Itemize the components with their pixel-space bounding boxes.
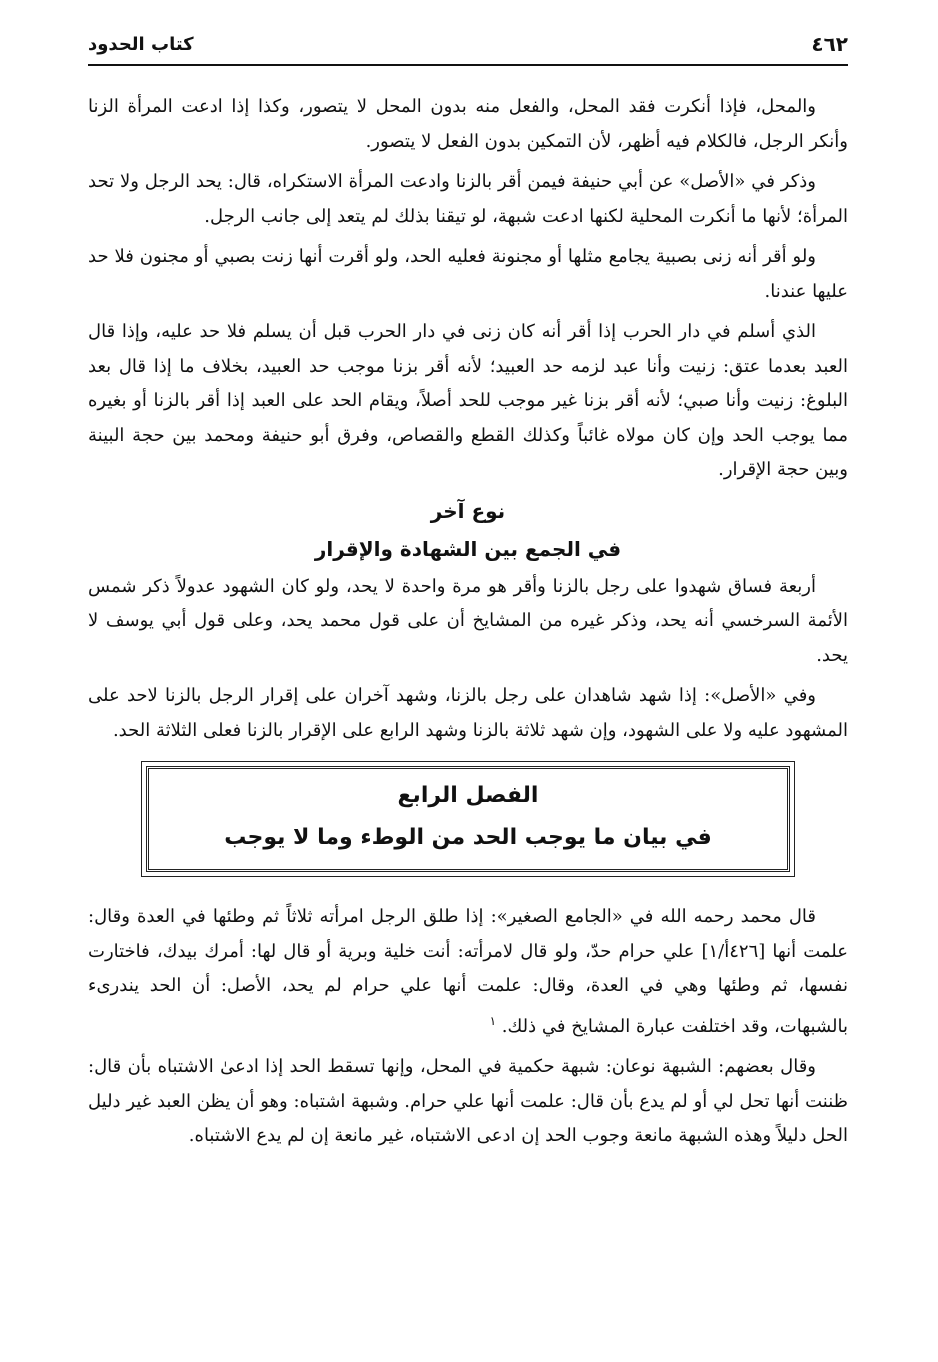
paragraph xyxy=(88,900,848,1044)
section-subtitle: في الجمع بين الشهادة والإقرار xyxy=(314,536,622,561)
section-title: نوع آخر xyxy=(430,498,506,523)
paragraph: وفي «الأصل»: إذا شهد شاهدان على رجل بالزنا، وشهد آخران على إقرار الرجل بالزنا لاحد على المشهود عليه ولا على الشهود، وإن شهد ثلاثة بالزنا وشهد الرابع على الإقرار بالزنا فعلى الثلاثة الحد. xyxy=(88,685,848,741)
paragraph: أربعة فساق شهدوا على رجل بالزنا وأقر هو مرة واحدة لا يحد، ولو كان الشهود عدولاً ذكر شمس الأئمة السرخسي أنه يحد، وذكر غيره من المشايخ أن على قول محمد يحد، وعلى قول أبي يوسف لا يحد. xyxy=(88,575,848,666)
paragraph: ولو أقر أنه زنى بصبية يجامع مثلها أو مجنونة فعليه الحد، ولو أقرت أنها زنت بصبي أو مجنون فلا حد عليها عندنا. xyxy=(88,246,848,302)
paragraph: الذي أسلم في دار الحرب إذا أقر أنه كان زنى في دار الحرب قبل أن يسلم فلا حد عليه، وإذا قال العبد بعدما عتق: زنيت وأنا عبد لزمه حد العبيد؛ لأنه أقر بزنا موجب حد العبيد، بخلاف ما إذا قال بعد البلوغ: زنيت وأنا صبي؛ لأنه أقر بزنا غير موجب للحد أصلاً، ويقام الحد على العبد إذا أقر بالزنا أو بغيره مما يوجب الحد وإن كان مولاه غائباً وكذلك القطع والقصاص، وفرق أبو حنيفة ومحمد بين حجة البينة وبين حجة الإقرار. xyxy=(88,321,848,480)
chapter-heading-box xyxy=(146,766,790,872)
chapter-subtitle: في بيان ما يوجب الحد من الوطء وما لا يوجب xyxy=(224,825,712,850)
footnote-marker: ١ xyxy=(489,1013,497,1028)
paragraph: والمحل، فإذا أنكرت فقد المحل، والفعل منه بدون المحل لا يتصور، وكذا إذا ادعت المرأة الزنا وأنكر الرجل، فالكلام فيه أظهر، لأن التمكين بدون الفعل لا يتصور. xyxy=(88,96,848,152)
paragraph: وقال بعضهم: الشبهة نوعان: شبهة حكمية في المحل، وإنها تسقط الحد إذا ادعىٰ الاشتباه بأن قال: ظننت أنها تحل لي أو لم يدع بأن قال: علمت أنها علي حرام. وشبهة اشتباه: وهو أن يظن العبد غير دليل الحل دليلاً وهذه الشبهة مانعة وجوب الحد إن ادعى الاشتباه، غير مانعة إن لم يدع الاشتباه. xyxy=(88,1056,848,1146)
page-content xyxy=(88,90,848,1154)
book-page xyxy=(88,28,848,1348)
book-title: كتاب الحدود xyxy=(88,34,194,55)
page-number: ٤٦٢ xyxy=(811,32,848,56)
running-header xyxy=(88,28,848,66)
paragraph: وذكر في «الأصل» عن أبي حنيفة فيمن أقر بالزنا وادعت المرأة الاستكراه، قال: يحد الرجل ولا تحد المرأة؛ لأنها ما أنكرت المحلية لكنها ادعت شبهة، لو تيقنا بذلك لم يتعد إلى جانب الرجل. xyxy=(88,171,848,227)
chapter-title: الفصل الرابع xyxy=(397,783,539,808)
paragraph-text: قال محمد رحمه الله في «الجامع الصغير»: إذا طلق الرجل امرأته ثلاثاً ثم وطئها في العدة وقال: علمت أنها [٤٢٦أ/١] علي حرام حدّ، ولو قال لامرأته: أنت خلية وبرية أو قال لها: أمرك بيدك، فاختارت نفسها، ثم وطئها وهي في العدة، وقال: علمت أنها علي حرام لم يحد، الأصل: أن الحد يندرىء بالشبهات، وقد اختلفت عبارة المشايخ في ذلك. xyxy=(88,906,848,1037)
